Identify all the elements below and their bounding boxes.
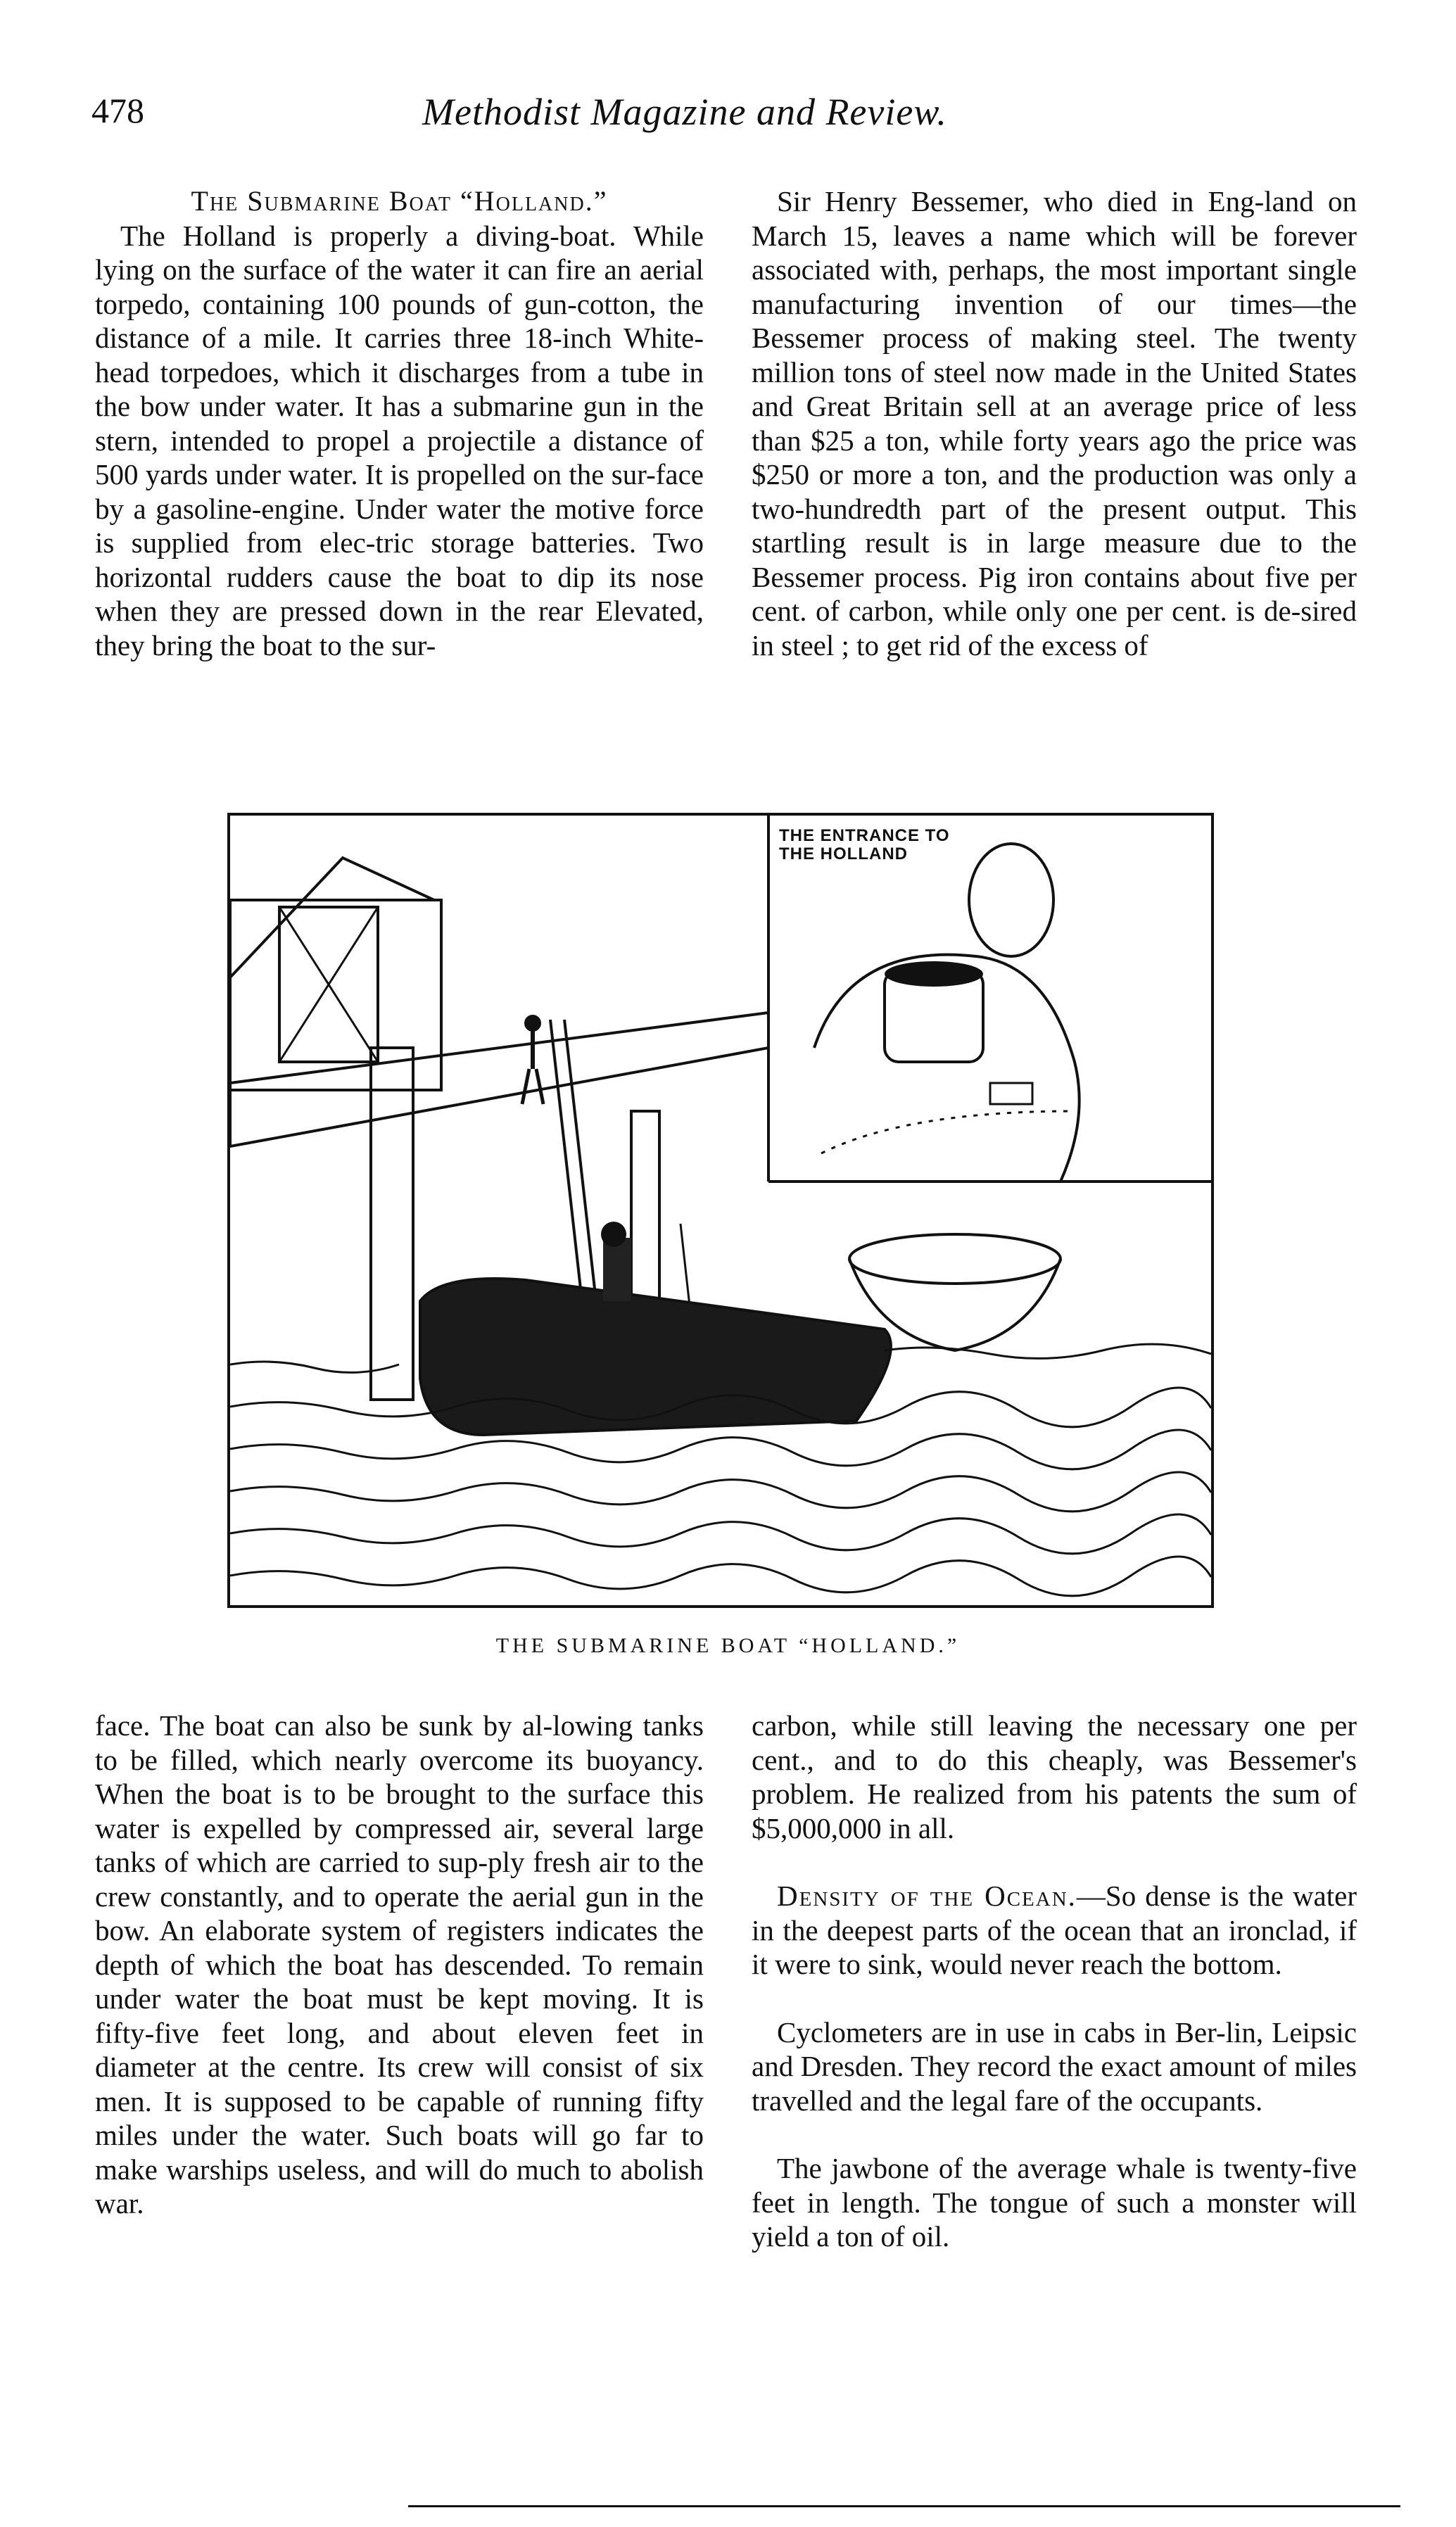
cyclometers-paragraph: Cyclometers are in use in cabs in Ber-lin, Leipsic and Dresden. They record the exact amount of miles travelled and the legal fare of the occupants. <box>752 2015 1357 2117</box>
bessemer-paragraph: Sir Henry Bessemer, who died in Eng-land on March 15, leaves a name which will be forever associated with, perhaps, the most important single manufacturing invention of our times—the Bessemer process of making steel. The twenty million tons of steel now made in the United States and Great Britain sell at an average price of less than $25 a ton, while forty years ago the price was $250 or more a ton, and the production was only a two-hundredth part of the present output. This startling result is in large measure due to the Bessemer process. Pig iron contains about five per cent. of carbon, while only one per cent. is de-sired in steel ; to get rid of the excess of <box>752 185 1357 661</box>
column-left-top <box>95 184 704 662</box>
ocean-lead: Density of the Ocean. <box>777 1880 1077 1912</box>
article-paragraph: The Holland is properly a diving-boat. While lying on the surface of the water it can fire an aerial torpedo, containing 100 pounds of gun-cotton, the distance of a mile. It carries three 18-inch White-head torpedoes, which it discharges from a tube in the bow under water. It has a submarine gun in the stern, intended to propel a projectile a distance of 500 yards under water. It is propelled on the sur-face by a gasoline-engine. Under water the motive force is supplied from elec-tric storage batteries. Two horizontal rudders cause the boat to dip its nose when they are pressed down in the rear Elevated, they bring the boat to the sur- <box>95 219 704 661</box>
column-left-bottom <box>95 1709 704 2221</box>
submarine-illustration <box>227 813 1214 1608</box>
running-title: Methodist Magazine and Review. <box>422 91 947 133</box>
ocean-paragraph <box>752 1879 1357 1982</box>
bessemer-paragraph: carbon, while still leaving the necessary one per cent., and to do this cheaply, was Bessemer's problem. He realized from his patents the sum of $5,000,000 in all. <box>752 1709 1357 1844</box>
column-right-top <box>752 184 1357 662</box>
figure-caption: THE SUBMARINE BOAT “HOLLAND.” <box>495 1634 961 1657</box>
column-right-bottom <box>752 1709 1357 2254</box>
ocean-text: —So dense is the water in the deepest parts of the ocean that an ironclad, if it were to sink, would never reach the bottom. <box>752 1880 1357 1980</box>
article-title: The Submarine Boat “Holland.” <box>191 185 608 217</box>
illustration-drawing <box>230 816 1211 1605</box>
page-header <box>91 90 1358 153</box>
inset-label <box>779 827 950 863</box>
page-number: 478 <box>91 91 144 130</box>
footer-rule <box>415 2505 1400 2507</box>
inset-label-line: THE HOLLAND <box>779 844 908 863</box>
whale-paragraph: The jawbone of the average whale is twenty-five feet in length. The tongue of such a monster will yield a ton of oil. <box>752 2152 1357 2253</box>
inset-label-line: THE ENTRANCE TO <box>779 826 950 845</box>
article-paragraph: face. The boat can also be sunk by al-lowing tanks to be filled, which nearly overcome its buoyancy. When the boat is to be brought to the surface this water is expelled by compressed air, several large tanks of which are carried to sup-ply fresh air to the crew constantly, and to operate the aerial gun in the bow. An elaborate system of registers indicates the depth of which the boat has descended. To remain under water the boat must be kept moving. It is fifty-five feet long, and about eleven feet in diameter at the centre. Its crew will consist of six men. It is supposed to be capable of running fifty miles under the water. Such boats will go far to make warships useless, and will do much to abolish war. <box>95 1709 704 2219</box>
